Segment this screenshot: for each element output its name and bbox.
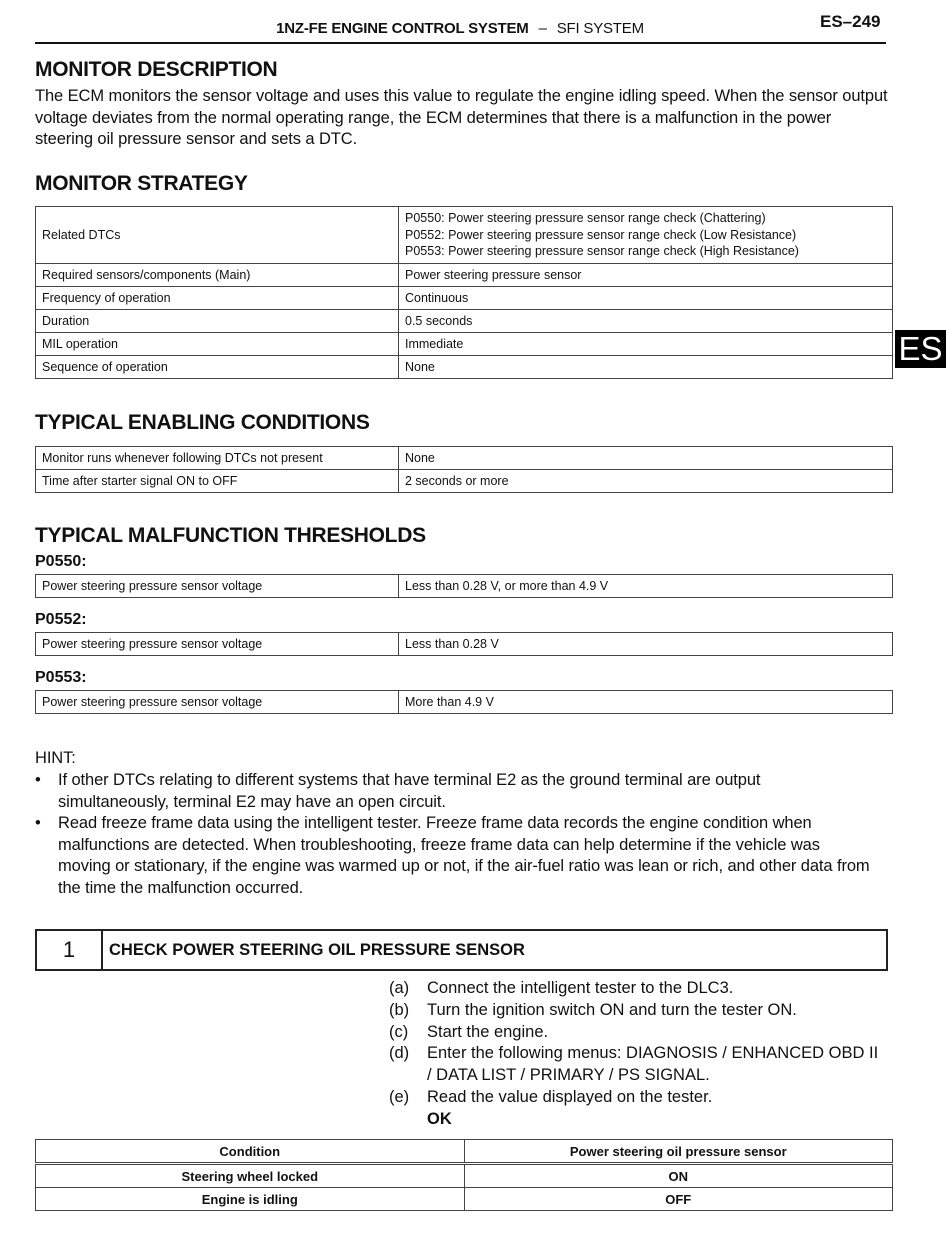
step-number: 1 [37, 931, 103, 969]
header-separator: – [538, 20, 547, 37]
hint-list [35, 770, 875, 899]
instruction-text: Connect the intelligent tester to the DLC3. [427, 979, 734, 997]
table-row [36, 575, 893, 598]
table-row [36, 447, 893, 470]
related-dtc: P0553: Power steering pressure sensor range check (High Resistance) [405, 244, 799, 258]
header-title-bold: 1NZ-FE ENGINE CONTROL SYSTEM [276, 20, 529, 37]
threshold-table-p0553 [35, 690, 893, 714]
related-dtc: P0550: Power steering pressure sensor range check (Chattering) [405, 211, 766, 225]
table-row [36, 263, 893, 286]
bullet-icon: • [35, 771, 41, 789]
row-value: More than 4.9 V [399, 691, 893, 714]
instruction-label: (a) [389, 979, 410, 997]
table-row [36, 309, 893, 332]
table-header-row [36, 1140, 893, 1164]
instruction-label: (d) [389, 1044, 410, 1063]
step-title: CHECK POWER STEERING OIL PRESSURE SENSOR [109, 941, 525, 959]
enabling-conditions-table [35, 446, 893, 493]
hint-label: HINT: [35, 749, 76, 767]
row-label: Power steering pressure sensor voltage [36, 691, 399, 714]
threshold-code-p0552: P0552: [35, 611, 87, 628]
row-label: Required sensors/components (Main) [36, 263, 399, 286]
monitor-description-heading: MONITOR DESCRIPTION [35, 58, 278, 81]
row-value: Less than 0.28 V, or more than 4.9 V [399, 575, 893, 598]
table-row [36, 355, 893, 378]
hint-item [35, 813, 875, 899]
bullet-icon: • [35, 814, 41, 832]
row-value: Less than 0.28 V [399, 633, 893, 656]
page-header-title [0, 20, 920, 37]
instruction-text: Start the engine. [427, 1022, 549, 1041]
step-instructions [389, 978, 879, 1131]
header-rule [35, 42, 886, 44]
related-dtcs-label: Related DTCs [36, 207, 399, 264]
instruction-text: Enter the following menus: DIAGNOSIS / ENHANCED OBD II / DATA LIST / PRIMARY / PS SIGNAL. [427, 1044, 879, 1085]
related-dtcs-value [399, 207, 893, 264]
row-label: Sequence of operation [36, 355, 399, 378]
row-value: Power steering pressure sensor [399, 263, 893, 286]
row-value: 2 seconds or more [399, 470, 893, 493]
related-dtc: P0552: Power steering pressure sensor range check (Low Resistance) [405, 227, 797, 242]
column-header: Power steering oil pressure sensor [464, 1140, 893, 1164]
hint-item [35, 770, 875, 813]
instruction-label: (e) [389, 1087, 410, 1106]
table-row [36, 207, 893, 264]
hint-text: If other DTCs relating to different systems that have terminal E2 as the ground terminal are output simultaneously, terminal E2 may have an open circuit. [58, 771, 761, 811]
column-header: Condition [36, 1140, 465, 1164]
monitor-strategy-table [35, 206, 893, 379]
table-row [36, 1188, 893, 1211]
table-cell: ON [464, 1164, 893, 1188]
table-cell: Steering wheel locked [36, 1164, 465, 1188]
instruction-item [389, 978, 879, 1000]
instruction-label: (c) [389, 1022, 409, 1041]
table-row [36, 286, 893, 309]
row-value: None [399, 355, 893, 378]
row-label: Power steering pressure sensor voltage [36, 633, 399, 656]
row-value: None [399, 447, 893, 470]
row-label: Frequency of operation [36, 286, 399, 309]
section-tab-es: ES [895, 330, 946, 368]
threshold-code-p0553: P0553: [35, 669, 87, 686]
table-row [36, 1164, 893, 1188]
table-cell: Engine is idling [36, 1188, 465, 1211]
threshold-table-p0552 [35, 632, 893, 656]
result-table [35, 1139, 893, 1211]
threshold-table-p0550 [35, 574, 893, 598]
table-row [36, 633, 893, 656]
header-title-light: SFI SYSTEM [556, 20, 644, 37]
table-row [36, 691, 893, 714]
instruction-item [389, 1087, 879, 1109]
instruction-item [389, 1000, 879, 1022]
row-label: Time after starter signal ON to OFF [36, 470, 399, 493]
row-value: 0.5 seconds [399, 309, 893, 332]
page-number: ES–249 [820, 12, 881, 31]
ok-label: OK [427, 1109, 452, 1128]
step-1-header [35, 929, 888, 971]
table-cell: OFF [464, 1188, 893, 1211]
row-label: Power steering pressure sensor voltage [36, 575, 399, 598]
instruction-text: Read the value displayed on the tester. [427, 1087, 713, 1106]
monitor-strategy-heading: MONITOR STRATEGY [35, 172, 248, 195]
row-label: MIL operation [36, 332, 399, 355]
instruction-item [389, 1043, 879, 1087]
threshold-code-p0550: P0550: [35, 553, 87, 570]
row-value: Continuous [399, 286, 893, 309]
thresholds-heading: TYPICAL MALFUNCTION THRESHOLDS [35, 524, 426, 547]
table-row [36, 470, 893, 493]
instruction-label: (b) [389, 1000, 410, 1019]
row-label: Monitor runs whenever following DTCs not present [36, 447, 399, 470]
table-row [36, 332, 893, 355]
monitor-description-text: The ECM monitors the sensor voltage and uses this value to regulate the engine idling speed. When the sensor output voltage deviates from the normal operating range, the ECM determines that there is a malfunction in the power steering oil pressure sensor and sets a DTC. [35, 87, 888, 148]
instruction-text: Turn the ignition switch ON and turn the tester ON. [427, 1000, 797, 1019]
enabling-conditions-heading: TYPICAL ENABLING CONDITIONS [35, 411, 370, 434]
row-value: Immediate [399, 332, 893, 355]
instruction-item [389, 1022, 879, 1044]
row-label: Duration [36, 309, 399, 332]
hint-text: Read freeze frame data using the intelligent tester. Freeze frame data records the engine condition when malfunctions are detected. When troubleshooting, freeze frame data can help determine if the vehicle was moving or stationary, if the engine was warmed up or not, if the air-fuel ratio was lean or rich, and other data from the time the malfunction occurred. [58, 814, 870, 897]
